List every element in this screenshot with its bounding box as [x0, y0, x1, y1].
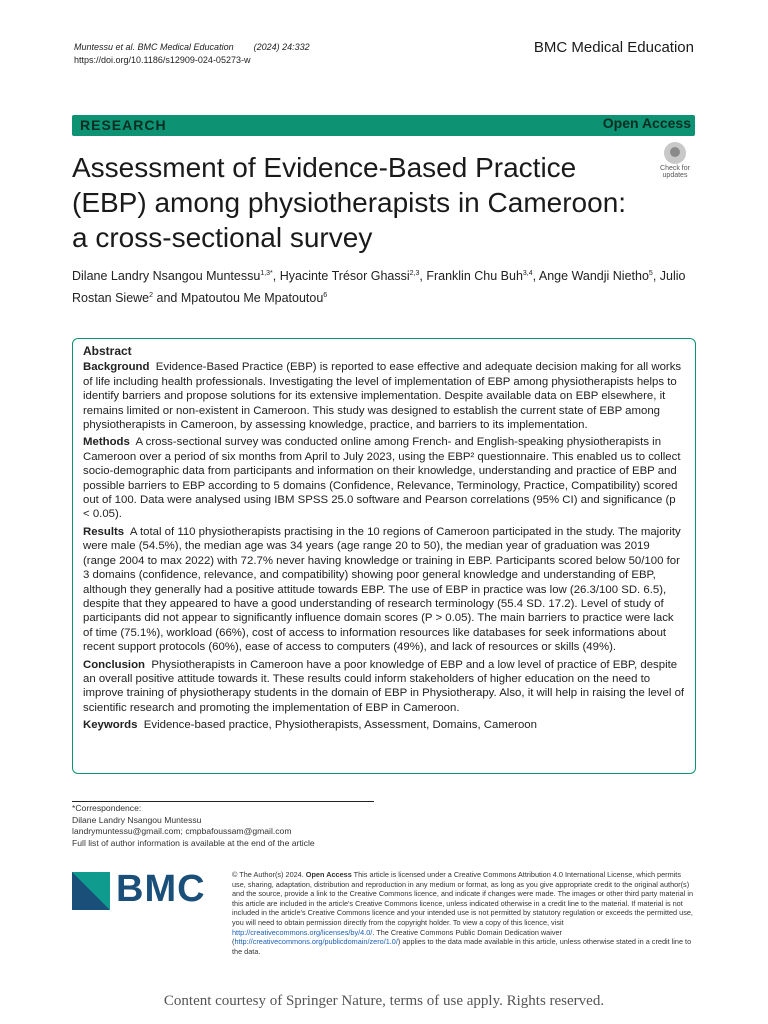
keywords-text: Evidence-based practice, Physiotherapists, Assessment, Domains, Cameroon	[143, 719, 537, 732]
logo-triangle-icon	[72, 872, 110, 910]
article-title: Assessment of Evidence-Based Practice (EBP) among physiotherapists in Cameroon: a cross-sectional survey	[72, 152, 627, 253]
author-name: , Julio Rostan Siewe	[72, 269, 686, 306]
abstract-results	[83, 525, 685, 655]
license-mid: . The Creative Commons Public Domain Dedication waiver (	[232, 927, 562, 947]
author-name: Dilane Landry Nsangou Muntessu	[72, 269, 261, 284]
cc-zero-link[interactable]: http://creativecommons.org/publicdomain/zero/1.0/	[234, 937, 398, 947]
abstract-background	[83, 360, 685, 432]
abstract-keywords	[83, 718, 685, 732]
license-body: This article is licensed under a Creative Commons Attribution 4.0 International License, which permits use, sharing, adaptation, distribution and reproduction in any medium or format, as long as you give appropriate credit to the original author(s) and the source, provide a link to the Creative Commons licence, and indicate if changes were made. The images or other third party material in this article are included in the article's Creative Commons licence, unless indicated otherwise in a credit line to the material. If material is not included in the article's Creative Commons licence and your intended use is not permitted by statutory regulation or exceeds the permitted use, you will need to obtain permission directly from the copyright holder. To view a copy of this licence, visit	[232, 870, 694, 927]
springer-footer: Content courtesy of Springer Nature, terms of use apply. Rights reserved.	[163, 993, 605, 1009]
cc-by-link[interactable]: http://creativecommons.org/licenses/by/4.0/	[232, 927, 373, 937]
check-updates-icon	[664, 142, 686, 164]
bmc-logo	[72, 868, 214, 912]
results-label: Results	[83, 525, 125, 538]
abstract-methods	[83, 435, 685, 521]
check-for-updates-badge[interactable]	[655, 142, 695, 180]
license-open-access: Open Access	[305, 870, 352, 879]
citation-header	[74, 41, 310, 67]
doi-link[interactable]: https://doi.org/10.1186/s12909-024-05273-w	[74, 55, 251, 65]
affiliation-sup: 5	[648, 270, 653, 277]
affiliation-sup: 1,3*	[260, 270, 273, 277]
abstract-conclusion	[83, 658, 685, 716]
article-type-label: RESEARCH	[80, 117, 167, 133]
results-text: A total of 110 physiotherapists practising in the 10 regions of Cameroon participated in the study. The majority were male (54.5%), the median age was 34 years (age range 20 to 50), the median year of graduation was 2019 (range 2004 to max 2022) with 72.7% never having knowledge or training in EBP. Participants scored below 50/100 for 3 domains (confidence, relevance, and compatibility) showing poor general knowledge and understanding of EBP, although they generally had a positive attitude towards EBP. The use of EBP in practice was low (26.3/100 SD. 6.5), despite that they appeared to have a good understanding of research terminology (55.4 SD. 17.2). Level of study of participants did not appear to significantly influence domain scores (P > 0.05). The main barriers to practice were lack of time (75.1%), workload (66%), cost of access to information resources like databases for seek informations about recent support protocols (60%), ease of access to computers (49%), and lack of resources or skills (49%).	[83, 525, 681, 654]
conclusion-text: Physiotherapists in Cameroon have a poor knowledge of EBP and a low level of practice of EBP, despite an overall positive attitude towards it. These results could inform stakeholders of higher education on the need to improve training of physiotherapy students in the domain of EBP in Physiotherapy. Also, it will help in raising the level of scientific research and promoting the implementation of EBP in Cameroon.	[83, 658, 685, 714]
background-text: Evidence-Based Practice (EBP) is reported to ease effective and adequate decision making for all works of life including health professionals. Investigating the level of implementation of EBP among physiotherapists helps to identify barriers and propose solutions for its extensive implementation. Despite available data on EBP elsewhere, it remains limited or non-existent in Cameroon. This study was designed to establish the current state of EBP among physiotherapists in Cameroon, by assessing knowledge, practice, and barriers to its implementation.	[83, 361, 682, 432]
affiliation-sup: 6	[323, 292, 328, 300]
open-access-label: Open Access	[602, 115, 691, 131]
correspondence-emails[interactable]: landrymuntessu@gmail.com; cmpbafoussam@gmail.com	[72, 826, 292, 836]
correspondence-name: Dilane Landry Nsangou Muntessu	[72, 814, 202, 825]
author-name: , Franklin Chu Buh	[419, 269, 523, 284]
article-type-banner	[72, 115, 695, 136]
correspondence-block	[72, 803, 315, 849]
author-name: and Mpatoutou Me Mpatoutou	[153, 291, 324, 306]
correspondence-label: *Correspondence:	[72, 803, 142, 813]
conclusion-label: Conclusion	[83, 658, 146, 671]
check-updates-label: Check for updates	[660, 165, 690, 179]
affiliation-sup: 2	[149, 292, 154, 300]
keywords-label: Keywords	[83, 719, 138, 732]
affiliation-sup: 2,3	[409, 270, 420, 277]
citation-authors: Muntessu et al. BMC Medical Education	[74, 42, 234, 52]
methods-label: Methods	[83, 436, 130, 449]
abstract-box	[72, 338, 696, 774]
author-info-note: Full list of author information is available at the end of the article	[72, 837, 315, 848]
logo-wordmark: BMC	[116, 868, 206, 910]
journal-name: BMC Medical Education	[533, 39, 694, 56]
footnote-divider	[72, 801, 374, 802]
methods-text: A cross-sectional survey was conducted online among French- and English-speaking physiotherapists in Cameroon over a period of six months from April to July 2023, using the EBP² questionnaire. This enabled us to collect socio-demographic data from participants and information on their knowledge, understanding and practice of EBP and possible barriers to EBP according to 5 domains (Confidence, Relevance, Terminology, Practice, Compatibility) scored out of 100. Data were analysed using IBM SPSS 25.0 software and Pearson correlations (95% CI) and significance (p < 0.05).	[83, 436, 681, 521]
background-label: Background	[83, 361, 150, 374]
author-list	[72, 264, 702, 308]
citation-year: (2024) 24:332	[253, 42, 310, 52]
license-prefix: © The Author(s) 2024.	[232, 870, 304, 879]
license-suffix: ) applies to the data made available in this article, unless otherwise stated in a credit line to the data.	[232, 937, 692, 956]
author-name: , Hyacinte Trésor Ghassi	[272, 269, 410, 284]
affiliation-sup: 3,4	[522, 270, 533, 277]
abstract-heading: Abstract	[83, 344, 132, 358]
license-text	[232, 870, 696, 956]
author-name: , Ange Wandji Nietho	[532, 269, 649, 284]
